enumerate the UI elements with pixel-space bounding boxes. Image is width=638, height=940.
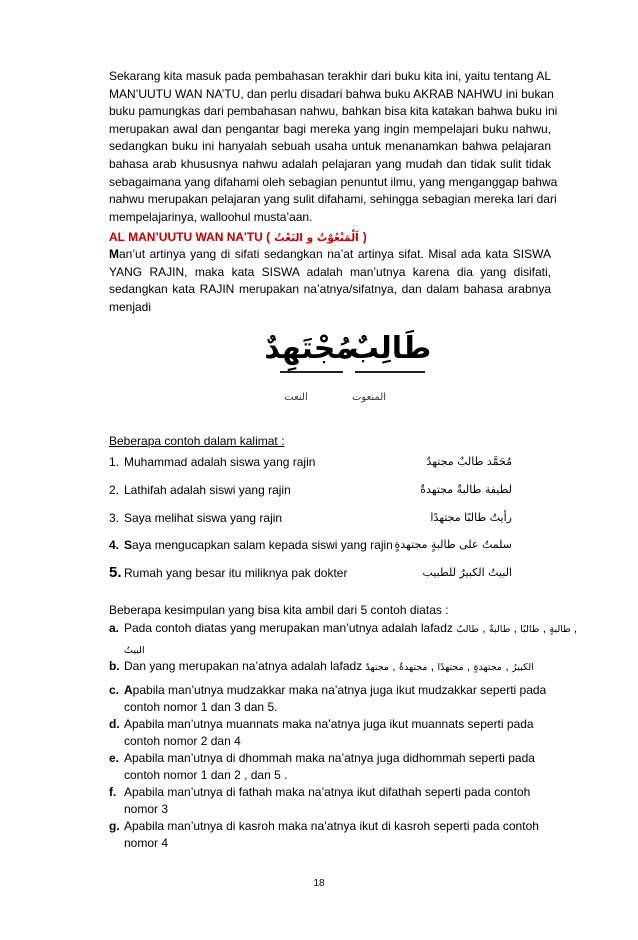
conclusion-line: contoh nomor 2 dan 4 <box>124 733 241 748</box>
naat-word-item: مجتهدةٍ <box>473 662 502 673</box>
conclusion-item-a <box>109 619 578 661</box>
manut-word: طَالِبٌ <box>348 331 432 366</box>
naat-underline <box>280 371 343 373</box>
section-heading-close: ) <box>362 230 367 244</box>
list-separator: , <box>427 659 438 673</box>
conclusion-line: Apabila man’utnya di fathah maka na’atnya ikut difathah seperti pada contoh <box>124 784 531 799</box>
conclusion-item-c <box>109 682 551 716</box>
naat-label: النعت <box>284 392 308 403</box>
example-item <box>109 509 512 537</box>
naat-word-item: مجتهدٌ <box>365 662 389 673</box>
list-separator: , <box>510 621 521 635</box>
conclusion-label: b. <box>109 659 120 673</box>
manut-underline <box>355 371 425 373</box>
page-number: 18 <box>313 878 325 889</box>
conclusion-text: Dan yang merupakan na’atnya adalah lafadz <box>124 659 363 673</box>
manut-word-item: طالبةٌ <box>488 624 511 635</box>
intro-line: sedangkan buku ini hanyalah sebuah usaha untuk menanamkan bahwa pelajaran <box>109 139 551 154</box>
conclusion-line: nomor 4 <box>124 835 169 850</box>
list-separator: , <box>539 621 550 635</box>
conclusion-line <box>124 619 578 639</box>
manut-word-item: طالبًا <box>520 624 540 635</box>
intro-line: MAN’UUTU WAN NA’TU, dan perlu disadari bahwa buku AKRAB NAHWU ini bukan <box>109 86 554 101</box>
conclusion-label: f. <box>109 784 117 799</box>
conclusion-line: Apabila man’utnya muannats maka na’atnya juga ikut muannats seperti pada <box>124 716 534 731</box>
intro-line: bahasa arab khususnya nahwu adalah pelajaran yang mudah dan tidak sulit tidak <box>109 156 551 171</box>
example-item <box>109 536 512 564</box>
section-heading-latin: AL MAN’UUTU WAN NA’TU ( <box>109 230 271 244</box>
conclusion-label: g. <box>109 818 120 833</box>
definition-line: menjadi <box>109 299 152 314</box>
example-item <box>109 453 512 481</box>
example-item <box>109 564 512 592</box>
example-text: Saya mengucapkan salam kepada siswi yang rajin <box>124 538 393 553</box>
conclusion-line: Apabila man’utnya di dhommah maka na’atnya juga didhommah seperti pada <box>124 750 535 765</box>
intro-line: Sekarang kita masuk pada pembahasan terakhir dari buku kita ini, yaitu tentang AL <box>109 69 551 83</box>
intro-line: sebagaimana yang difahami oleh sebagian penuntut ilmu, yang menganggap bahwa <box>109 174 558 189</box>
example-arabic: البيتُ الكبيرُ للطبيب <box>422 566 512 579</box>
conclusions-title: Beberapa kesimpulan yang bisa kita ambil dari 5 contoh diatas : <box>109 603 449 617</box>
manut-label: المنعوت <box>351 392 387 403</box>
list-separator: , <box>478 621 489 635</box>
manut-word-item: البيتُ <box>124 645 145 656</box>
list-separator: , <box>388 659 399 673</box>
definition-line: sedangkan kata RAJIN merupakan na’atnya/sifatnya, dan dalam bahasa arabnya <box>109 282 551 296</box>
intro-line: merupakan awal dan pengantar bagi mereka yang ingin mempelajari buku nahwu, <box>109 121 551 136</box>
intro-paragraph <box>109 68 558 226</box>
naat-word-item: مجتهدةٌ <box>398 662 428 673</box>
conclusion-item-b <box>109 657 551 677</box>
conclusion-line <box>124 657 551 677</box>
conclusion-line: contoh nomor 1 dan 3 dan 5. <box>124 699 278 714</box>
example-arabic: سلمتُ على طالبةٍ مجتهدةٍ <box>394 538 512 552</box>
conclusion-item-d <box>109 716 551 750</box>
list-separator: , <box>463 659 474 673</box>
example-arabic: لطيفة طالبةٌ مجتهدةٌ <box>420 482 512 496</box>
example-text: Muhammad adalah siswa yang rajin <box>124 455 316 469</box>
intro-line: mempelajarinya, walloohul musta’aan. <box>109 209 313 224</box>
naat-word-item: مجتهدًا <box>437 662 464 673</box>
conclusion-label: c. <box>109 682 120 697</box>
example-number: 5. <box>109 564 122 581</box>
manut-word-item: طالبٌ <box>456 624 479 635</box>
example-arabic: رأيتُ طالبًا مجتهدًا <box>430 510 512 524</box>
example-item <box>109 481 512 509</box>
conclusion-label: d. <box>109 716 120 731</box>
example-arabic: مُحَمَّد طالبٌ مجتهدٌ <box>426 455 512 468</box>
example-number: 1. <box>109 455 120 469</box>
conclusion-item-g <box>109 818 551 852</box>
definition-line: YANG RAJIN, maka kata SISWA adalah man’utnya karena dia yang disifati, <box>109 264 551 279</box>
example-number: 2. <box>109 482 120 497</box>
example-number: 3. <box>109 510 120 525</box>
list-separator: , <box>501 659 512 673</box>
conclusion-line: nomor 3 <box>124 801 169 816</box>
manut-word-item: طالبةٍ <box>549 624 571 635</box>
intro-line: nahwu merupakan pelajaran yang sulit difahami, sehingga sebagian mereka lari dari <box>109 192 557 207</box>
definition-line: Man’ut artinya yang di sifati sedangkan na’at artinya sifat. Misal ada kata SISWA <box>109 247 551 261</box>
list-trailing-comma: , <box>573 621 578 635</box>
examples-list <box>109 453 512 592</box>
conclusion-item-f <box>109 784 551 818</box>
naat-word-list <box>366 659 534 673</box>
conclusion-label: a. <box>109 621 120 635</box>
intro-line: buku pamungkas dari pembahasan nahwu, bahkan bisa kita katakan bahwa buku ini <box>109 104 558 119</box>
conclusion-item-e <box>109 750 551 784</box>
example-text: Rumah yang besar itu miliknya pak dokter <box>124 566 348 580</box>
manut-word-list <box>456 621 570 635</box>
naat-word: مُجْتَهِدٌ <box>264 331 354 366</box>
conclusion-label: e. <box>109 750 120 765</box>
conclusion-line: Apabila man’utnya mudzakkar maka na’atnya juga ikut mudzakkar seperti pada <box>124 682 547 697</box>
examples-title: Beberapa contoh dalam kalimat : <box>109 434 285 448</box>
naat-word-item: الكبيرُ <box>512 662 534 673</box>
conclusion-text: Pada contoh diatas yang merupakan man’utnya adalah lafadz <box>124 621 453 635</box>
example-text: Saya melihat siswa yang rajin <box>124 510 283 525</box>
example-text: Lathifah adalah siswi yang rajin <box>124 482 291 497</box>
conclusion-line: Apabila man’utnya di kasroh maka na’atnya ikut di kasroh seperti pada contoh <box>124 818 539 833</box>
section-heading-arabic: اَلْمَنْعُوْتُ و النَعْتُ <box>274 232 359 244</box>
section-heading <box>109 228 367 247</box>
definition-paragraph <box>109 246 551 316</box>
conclusion-rules <box>109 682 551 852</box>
example-number: 4. <box>109 538 120 553</box>
conclusion-line: contoh nomor 1 dan 2 , dan 5 . <box>124 767 288 782</box>
